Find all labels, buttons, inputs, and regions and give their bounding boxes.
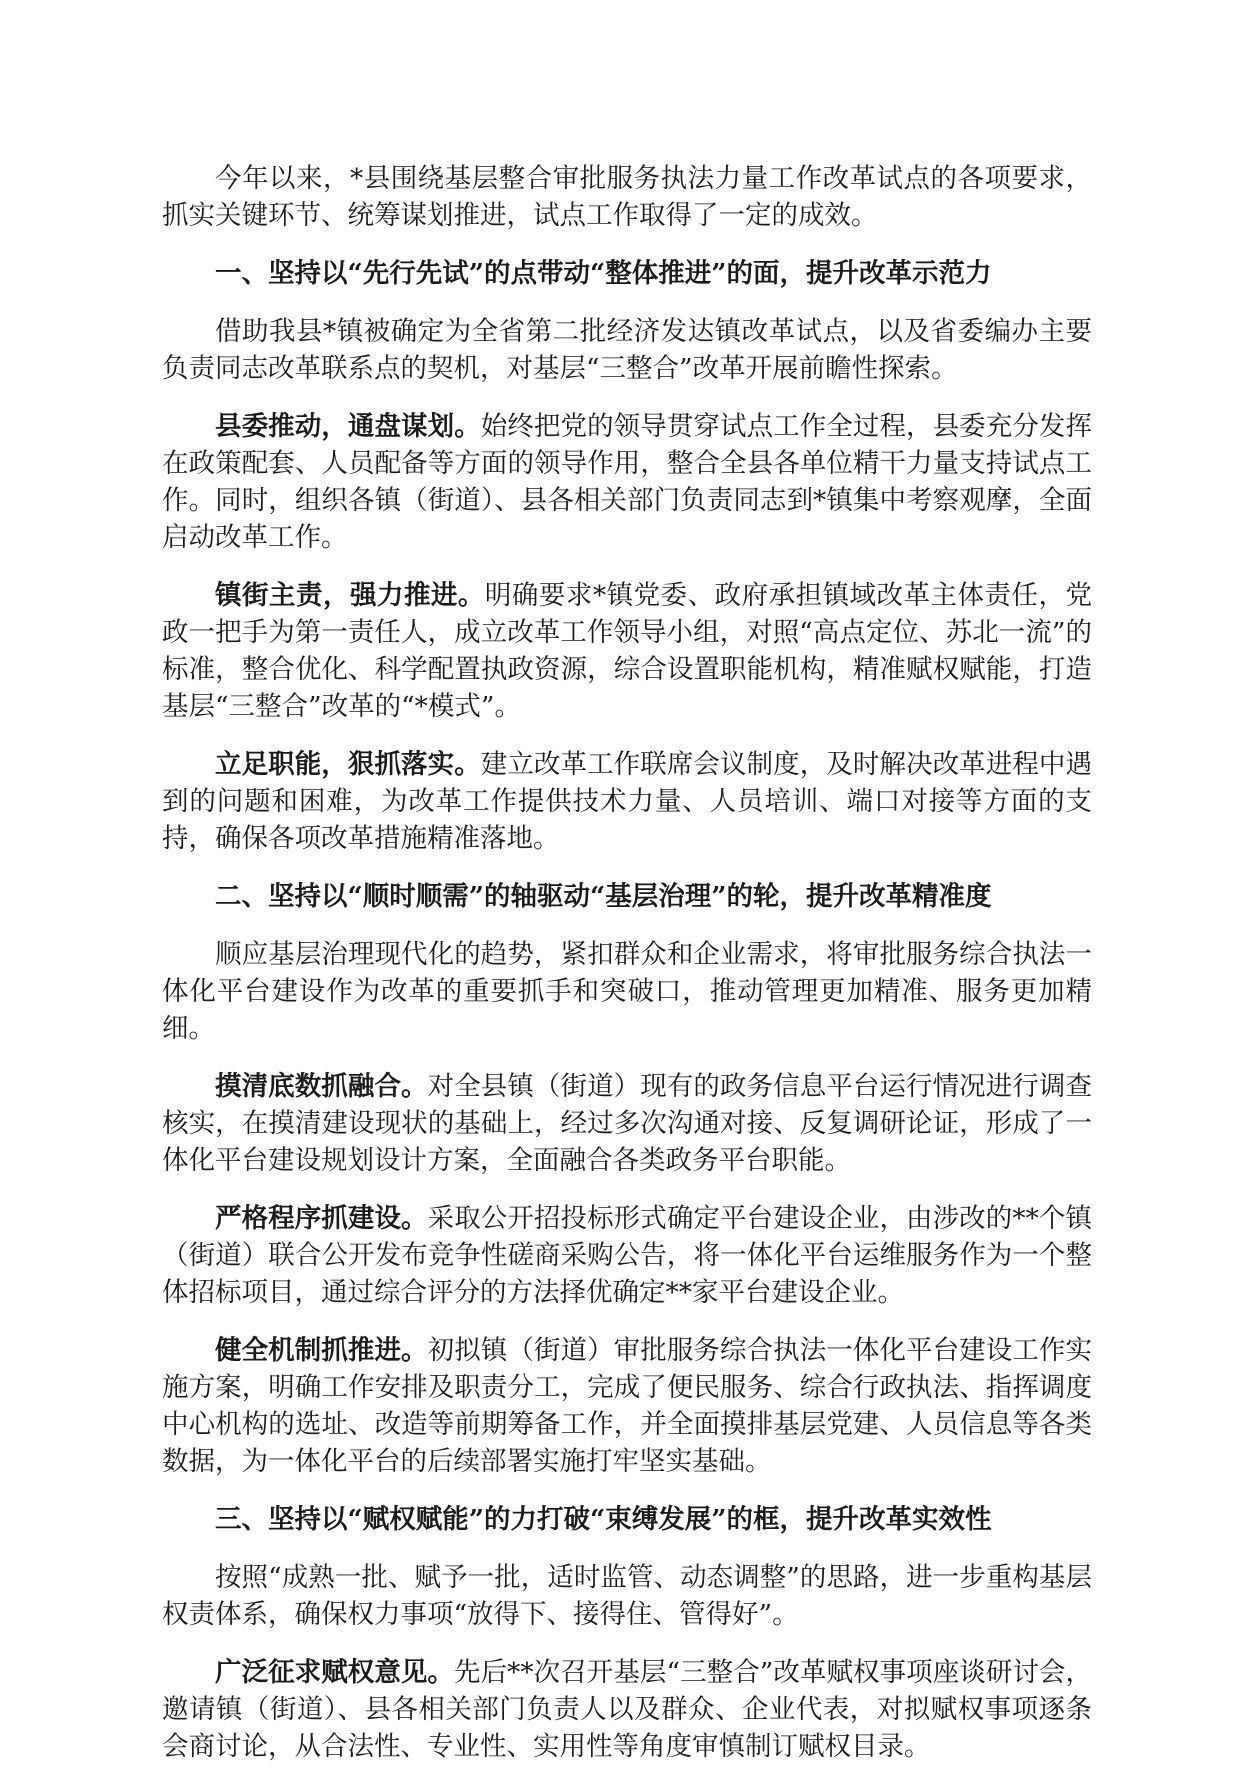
section-1-item-1: [162, 408, 1092, 556]
section-1-intro-paragraph: [162, 313, 1092, 387]
paragraph-lead: 立足职能，狠抓落实。: [215, 749, 481, 780]
section-2-item-1: [162, 1068, 1092, 1179]
section-heading-3: 三、坚持以“赋权赋能”的力打破“束缚发展”的框，提升改革实效性: [215, 1504, 992, 1535]
section-3-item-1: [162, 1654, 1092, 1765]
paragraph-text: 顺应基层治理现代化的趋势，紧扣群众和企业需求，将审批服务综合执法一体化平台建设作为改革的重要抓手和突破口，推动管理更加精准、服务更加精细。: [162, 939, 1092, 1044]
paragraph-text: 今年以来，*县围绕基层整合审批服务执法力量工作改革试点的各项要求，抓实关键环节、统筹谋划推进，试点工作取得了一定的成效。: [162, 163, 1092, 231]
section-1-item-2: [162, 577, 1092, 725]
intro-paragraph: [162, 160, 1092, 234]
paragraph-lead: 摸清底数抓融合。: [215, 1071, 428, 1102]
paragraph-lead: 县委推动，通盘谋划。: [215, 411, 481, 442]
paragraph-text: 始终把党的领导贯穿试点工作全过程，县委充分发挥在政策配套、人员配备等方面的领导作用，整合全县各单位精干力量支持试点工作。同时，组织各镇（街道）、县各相关部门负责同志到*镇集中考察观摩，全面启动改革工作。: [162, 411, 1092, 553]
paragraph-text: 先后**次召开基层“三整合”改革赋权事项座谈研讨会，邀请镇（街道）、县各相关部门负责人以及群众、企业代表，对拟赋权事项逐条会商讨论，从合法性、专业性、实用性等角度审慎制订赋权目录。: [162, 1657, 1092, 1762]
paragraph-text: 按照“成熟一批、赋予一批，适时监管、动态调整”的思路，进一步重构基层权责体系，确保权力事项“放得下、接得住、管得好”。: [162, 1562, 1092, 1630]
section-2-intro-paragraph: [162, 936, 1092, 1047]
paragraph-text: 对全县镇（街道）现有的政务信息平台运行情况进行调查核实，在摸清建设现状的基础上，经过多次沟通对接、反复调研论证，形成了一体化平台建设规划设计方案，全面融合各类政务平台职能。: [162, 1071, 1092, 1176]
paragraph-lead: 镇街主责，强力推进。: [215, 580, 485, 611]
paragraph-lead: 严格程序抓建设。: [215, 1203, 428, 1234]
document-page: [162, 160, 1092, 1786]
section-heading-2: 二、坚持以“顺时顺需”的轴驱动“基层治理”的轮，提升改革精准度: [215, 881, 992, 912]
section-2-item-2: [162, 1200, 1092, 1311]
paragraph-text: 借助我县*镇被确定为全省第二批经济发达镇改革试点，以及省委编办主要负责同志改革联系点的契机，对基层“三整合”改革开展前瞻性探索。: [162, 316, 1092, 384]
section-heading-1: 一、坚持以“先行先试”的点带动“整体推进”的面，提升改革示范力: [215, 258, 992, 289]
paragraph-text: 采取公开招投标形式确定平台建设企业，由涉改的**个镇（街道）联合公开发布竞争性磋商采购公告，将一体化平台运维服务作为一个整体招标项目，通过综合评分的方法择优确定**家平台建设企业。: [162, 1203, 1092, 1308]
paragraph-text: 建立改革工作联席会议制度，及时解决改革进程中遇到的问题和困难，为改革工作提供技术力量、人员培训、端口对接等方面的支持，确保各项改革措施精准落地。: [162, 749, 1092, 854]
paragraph-lead: 健全机制抓推进。: [215, 1335, 428, 1366]
paragraph-text: 初拟镇（街道）审批服务综合执法一体化平台建设工作实施方案，明确工作安排及职责分工，完成了便民服务、综合行政执法、指挥调度中心机构的选址、改造等前期筹备工作，并全面摸排基层党建、人员信息等各类数据，为一体化平台的后续部署实施打牢坚实基础。: [162, 1335, 1092, 1477]
section-3-intro-paragraph: [162, 1559, 1092, 1633]
paragraph-text: 明确要求*镇党委、政府承担镇域改革主体责任，党政一把手为第一责任人，成立改革工作领导小组，对照“高点定位、苏北一流”的标准，整合优化、科学配置执政资源，综合设置职能机构，精准赋权赋能，打造基层“三整合”改革的“*模式”。: [162, 580, 1092, 722]
section-1-item-3: [162, 746, 1092, 857]
section-2-item-3: [162, 1332, 1092, 1480]
paragraph-lead: 广泛征求赋权意见。: [215, 1657, 455, 1688]
